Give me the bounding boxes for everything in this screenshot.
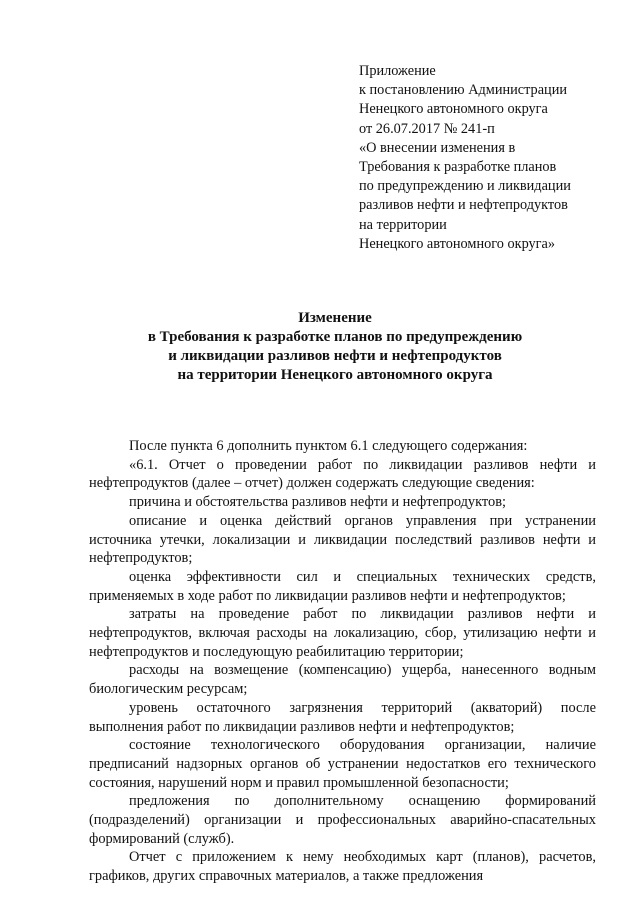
body-paragraph: оценка эффективности сил и специальных технических средств, применяемых в ходе работ по ликвидации разливов нефти и нефтепродуктов; bbox=[89, 568, 596, 604]
body-paragraph: расходы на возмещение (компенсацию) ущерба, нанесенного водным биологическим ресурсам; bbox=[89, 662, 596, 698]
title-line: в Требования к разработке планов по предупреждению bbox=[147, 329, 523, 345]
document-title bbox=[60, 309, 610, 385]
body-paragraph: «6.1. Отчет о проведении работ по ликвидации разливов нефти и нефтепродуктов (далее – отчет) должен содержать следующие сведения: bbox=[89, 456, 596, 492]
body-paragraph: состояние технологического оборудования организации, наличие предписаний надзорных органов об устранении недостатков его технического состояния, нарушений норм и правил промышленной безопасности; bbox=[89, 737, 596, 791]
annex-line: Требования к разработке планов bbox=[359, 159, 557, 176]
body-paragraph: Отчет с приложением к нему необходимых карт (планов), расчетов, графиков, других справочных материалов, а также предложения bbox=[89, 849, 596, 885]
annex-line: Ненецкого автономного округа» bbox=[359, 235, 556, 252]
annex-line: Приложение bbox=[359, 63, 436, 79]
body-paragraph: причина и обстоятельства разливов нефти и нефтепродуктов; bbox=[129, 494, 507, 511]
body-paragraph: уровень остаточного загрязнения территорий (акваторий) после выполнения работ по ликвидации разливов нефти и нефтепродуктов; bbox=[89, 699, 596, 735]
body-paragraph: предложения по дополнительному оснащению формирований (подразделений) организации и профессиональных аварийно-спасательных формирований (служб). bbox=[89, 793, 596, 847]
annex-line: на территории bbox=[359, 216, 447, 233]
annex-line: по предупреждению и ликвидации bbox=[359, 178, 571, 195]
document-body bbox=[89, 437, 596, 886]
annex-line: «О внесении изменения в bbox=[359, 139, 516, 156]
annex-line: разливов нефти и нефтепродуктов bbox=[359, 197, 568, 214]
annex-line: к постановлению Администрации bbox=[359, 82, 568, 99]
body-paragraph: затраты на проведение работ по ликвидации разливов нефти и нефтепродуктов, включая расходы на локализацию, сбор, утилизацию нефти и нефтепродуктов и последующую реабилитацию территории; bbox=[89, 606, 596, 660]
title-line: на территории Ненецкого автономного округа bbox=[177, 367, 493, 383]
body-paragraph: описание и оценка действий органов управления при устранении источника утечки, локализации и ликвидации последствий разливов нефти и нефтепродуктов; bbox=[89, 512, 596, 567]
title-line: Изменение bbox=[298, 310, 372, 326]
annex-line: от 26.07.2017 № 241-п bbox=[359, 120, 495, 137]
annex-header bbox=[359, 62, 629, 254]
title-line: и ликвидации разливов нефти и нефтепродуктов bbox=[168, 348, 502, 364]
annex-line: Ненецкого автономного округа bbox=[359, 101, 548, 118]
body-paragraph: После пункта 6 дополнить пунктом 6.1 следующего содержания: bbox=[129, 438, 528, 454]
